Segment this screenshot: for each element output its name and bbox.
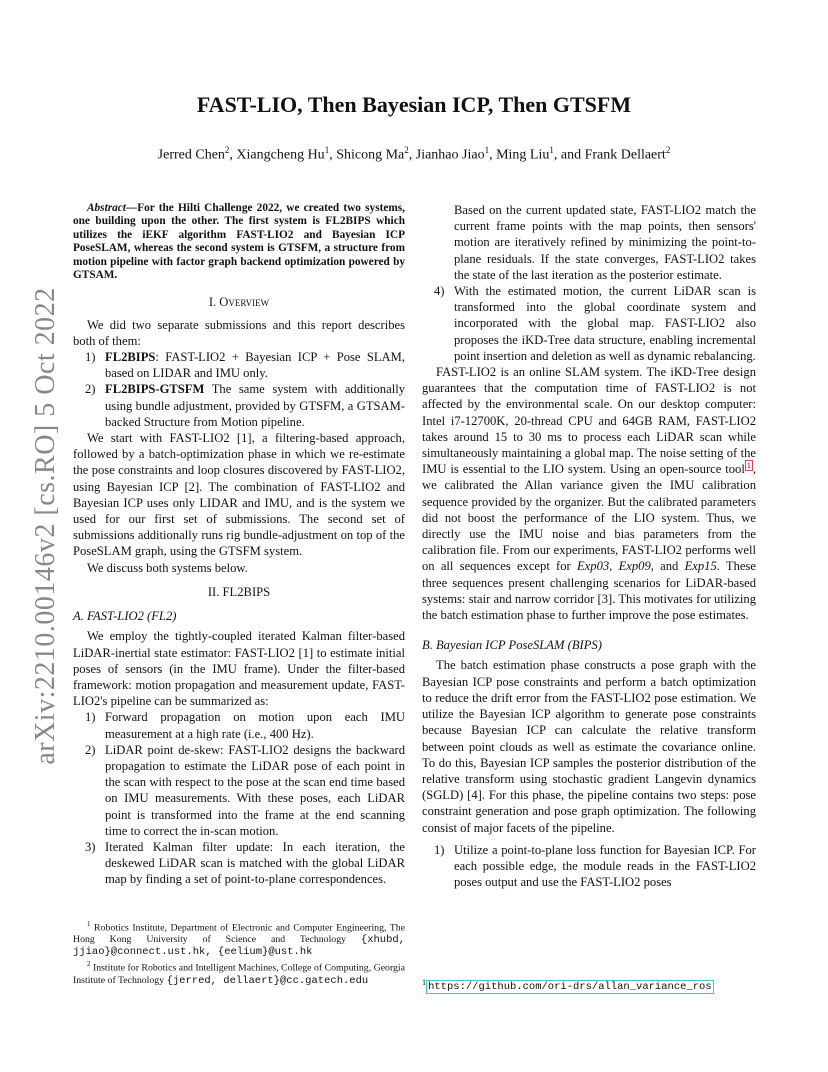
section-heading-fl2bips: II. FL2BIPS bbox=[207, 584, 271, 599]
affiliation-mark: 2 bbox=[404, 145, 409, 155]
system-name: FL2BIPS-GTSFM bbox=[105, 382, 205, 397]
separator: , bbox=[329, 147, 337, 163]
abstract-dash: — bbox=[125, 202, 138, 214]
email-address: {jerred, dellaert}@cc.gatech.edu bbox=[166, 974, 369, 987]
left-column bbox=[73, 202, 405, 888]
footnote-mark: 2 bbox=[87, 960, 91, 969]
paragraph: We start with FAST-LIO2 [1], a filtering-based approach, followed by a batch-optimization phase in which we re-estimate the pose constraints and loop closures discovered by FAST-LIO2, using Bayesian ICP [2]. The combination of FAST-LIO2 and Bayesian ICP uses only LIDAR and IMU, and is the system we used for our first set of submissions. The second set of submissions additionally runs rig bundle-adjustment on top of the PoseSLAM graph, using the GTSFM system. bbox=[73, 431, 405, 559]
text-run: , and bbox=[650, 559, 685, 574]
list-number: 4) bbox=[434, 284, 445, 299]
text-run: . These three sequences present challenging scenarios for LiDAR-based systems: stair and narrow corridor [3]. This motivates for utilizing the batch estimation phase to further improve the pose estimates. bbox=[422, 559, 756, 623]
footnote-text: Robotics Institute, Department of Electronic and Computer Engineering, The Hong Kong University of Science and Technology bbox=[73, 922, 405, 946]
list-number: 2) bbox=[85, 382, 96, 397]
list-item-continued bbox=[454, 202, 756, 283]
arxiv-identifier: arXiv:2210.00146v2 [cs.RO] 5 Oct 2022 bbox=[30, 287, 61, 765]
list-text: : FAST-LIO2 + Bayesian ICP + Pose SLAM, based on LIDAR and IMU only. bbox=[105, 350, 405, 381]
list-number: 1) bbox=[85, 350, 96, 365]
paragraph: We did two separate submissions and this report describes both of them: bbox=[73, 317, 405, 348]
author: Jerred Chen bbox=[157, 147, 225, 163]
list-item bbox=[434, 283, 756, 364]
paragraph: We discuss both systems below. bbox=[87, 560, 248, 575]
affiliation-mark: 1 bbox=[484, 145, 490, 155]
separator: , bbox=[553, 147, 561, 163]
author: Xiangcheng Hu bbox=[236, 147, 325, 163]
paragraph: The batch estimation phase constructs a pose graph with the Bayesian ICP pose constraints and perform a batch optimization to reduce the drift error from the FAST-LIO2 pose estimation. We utilize the Bayesian ICP algorithm to generate pose constraints because Bayesian ICP can calculate the relative transform between point clouds as well as estimate the covariance online. To do this, Bayesian ICP samples the posterior distribution of the relative transform using stochastic gradient Langevin dynamics (SGLD) [4]. For this phase, the pipeline contains two steps: pose constraint generation and pose graph optimization. The following consist of major facets of the pipeline. bbox=[422, 658, 756, 835]
list-item bbox=[85, 381, 405, 430]
right-column bbox=[422, 202, 756, 890]
pipeline-steps-continued bbox=[422, 202, 756, 364]
footnote bbox=[73, 958, 405, 986]
footnote-mark: 1 bbox=[422, 978, 427, 987]
affiliation-mark: 1 bbox=[549, 145, 554, 155]
separator: , bbox=[229, 147, 237, 163]
affiliation-footnotes bbox=[73, 918, 405, 987]
list-text: The same system with additionally using bundle adjustment, provided by GTSFM, a GTSAM-backed Structure from Motion pipeline. bbox=[105, 382, 405, 429]
list-text: Utilize a point-to-plane loss function for Bayesian ICP. For each possible edge, the module reads in the FAST-LIO2 poses output and use the FAST-LIO2 poses bbox=[454, 842, 756, 890]
submission-list bbox=[73, 349, 405, 430]
footnote bbox=[73, 918, 405, 958]
author: Ming Liu bbox=[496, 147, 550, 163]
list-number: 1) bbox=[434, 842, 445, 857]
separator: , bbox=[408, 147, 416, 163]
subsection-heading-fl2: A. FAST-LIO2 (FL2) bbox=[73, 609, 177, 624]
list-number: 1) bbox=[85, 710, 96, 725]
footnote-text: Institute for Robotics and Intelligent Machines, College of Computing, Georgia Institute of Technology bbox=[73, 962, 405, 986]
affiliation-mark: 1 bbox=[324, 145, 330, 155]
list-text: LiDAR point de-skew: FAST-LIO2 designs the backward propagation to estimate the LiDAR pose of each point in the scan with respect to the pose at the scan end time based on IMU measurements. With these poses, each LiDAR point is transformed into the frame at the end scanning time to correct the in-scan motion. bbox=[105, 742, 405, 838]
footnote-url-link[interactable]: https://github.com/ori-drs/allan_variance_ros bbox=[428, 981, 712, 994]
list-item bbox=[434, 842, 756, 891]
list-item bbox=[85, 349, 405, 381]
sequence-name: Exp15 bbox=[684, 559, 717, 574]
text-run: , we calibrated the Allan variance given the IMU calibration sequence provided by the organizer. But the calibrated parameters did not boost the performance of the LIO system. Thus, we directly use the IMU noise and bias parameters from the calibration file. From our experiments, FAST-LIO2 performs well on all sequences except for bbox=[422, 462, 756, 574]
and-word: and bbox=[560, 147, 585, 163]
email-address: {xhubd, jjiao}@connect.ust.hk, {eelium}@ust.hk bbox=[73, 934, 405, 959]
abstract-label: Abstract bbox=[87, 202, 126, 214]
paragraph bbox=[422, 364, 756, 623]
bips-steps bbox=[422, 842, 756, 891]
system-name: FL2BIPS bbox=[105, 350, 156, 365]
list-text: Forward propagation on motion upon each IMU measurement at a high rate (i.e., 400 Hz). bbox=[105, 710, 405, 741]
list-item bbox=[85, 839, 405, 888]
separator: , bbox=[489, 147, 497, 163]
list-item bbox=[85, 742, 405, 839]
list-text: With the estimated motion, the current LiDAR scan is transformed into the global coordinate system and incorporated with the global map. FAST-LIO2 also proposes the iKD-Tree data structure, enabling incremental point insertion and deletion as well as dynamic rebalancing. bbox=[454, 284, 756, 363]
text-run: FAST-LIO2 is an online SLAM system. The iKD-Tree design guarantees that the computation time of FAST-LIO2 is not affected by the environmental scale. On our desktop computer: Intel i7-12700K, 20-thread CPU and 64GB RAM, FAST-LIO2 takes around 15 to 30 ms to process each LiDAR scan while simultaneously maintaining a global map. The noise setting of the IMU is essential to the LIO system. Using an open-source tool bbox=[422, 365, 756, 477]
section-heading-overview: I. Overview bbox=[208, 295, 270, 310]
abstract-text: For the Hilti Challenge 2022, we created two systems, one building upon the other. The first system is FL2BIPS which utilizes the iEKF algorithm FAST-LIO2 and Bayesian ICP PoseSLAM, whereas the second system is GTSFM, a structure from motion pipeline with factor graph backend optimization powered by GTSAM. bbox=[73, 202, 405, 282]
sequence-name: Exp03 bbox=[576, 559, 610, 574]
list-text: Iterated Kalman filter update: In each iteration, the deskewed LiDAR scan is matched with the global LiDAR map by finding a set of point-to-plane correspondences. bbox=[105, 839, 405, 887]
list-item bbox=[85, 709, 405, 741]
author: Frank Dellaert bbox=[584, 147, 666, 163]
sequence-name: Exp09 bbox=[618, 559, 651, 574]
list-number: 2) bbox=[85, 742, 96, 757]
footnote-link[interactable]: 1 bbox=[746, 461, 751, 471]
paragraph: We employ the tightly-coupled iterated Kalman filter-based LiDAR-inertial state estimator: FAST-LIO2 [1] to estimate initial poses of sensors (in the IMU frame). Under the filter-based framework: motion propagation and measurement update, FAST-LIO2's pipeline can be summarized as: bbox=[73, 629, 405, 709]
author: Jianhao Jiao bbox=[415, 147, 485, 163]
subsection-heading-bips: B. Bayesian ICP PoseSLAM (BIPS) bbox=[422, 638, 602, 653]
list-number: 3) bbox=[85, 839, 96, 854]
list-text: Based on the current updated state, FAST-LIO2 match the current frame points with the map points, then sensors' motion are iteratively refined by minimizing the point-to-plane residuals. If the state converges, FAST-LIO2 takes the state of the last iteration as the posterior estimate. bbox=[454, 203, 756, 282]
pipeline-steps bbox=[73, 709, 405, 887]
author: Shicong Ma bbox=[336, 147, 405, 163]
footnote-mark: 1 bbox=[87, 920, 91, 928]
url-footnote bbox=[422, 978, 756, 993]
affiliation-mark: 2 bbox=[665, 145, 671, 155]
text-run: , bbox=[609, 559, 619, 574]
author-list bbox=[0, 145, 828, 164]
paper-title: FAST-LIO, Then Bayesian ICP, Then GTSFM bbox=[196, 92, 632, 117]
abstract bbox=[73, 202, 405, 282]
affiliation-mark: 2 bbox=[224, 145, 230, 155]
